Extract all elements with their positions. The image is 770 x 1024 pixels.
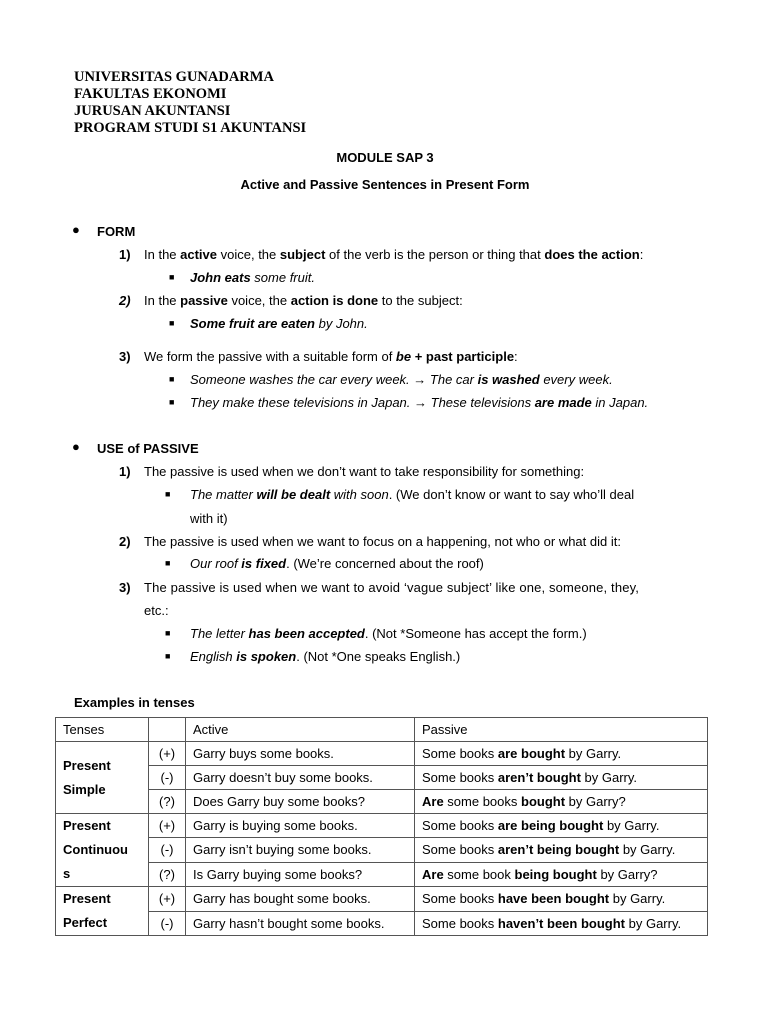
list-number: 1) xyxy=(119,464,131,479)
sign-cell: (+) xyxy=(149,814,186,838)
header-sign xyxy=(149,718,186,742)
square-bullet-icon: ■ xyxy=(165,489,171,499)
square-bullet-icon: ■ xyxy=(169,272,175,282)
sign-cell: (-) xyxy=(149,766,186,790)
use-point-1: The passive is used when we don’t want to take responsibility for something: xyxy=(144,464,585,479)
header-line-program: PROGRAM STUDI S1 AKUNTANSI xyxy=(74,120,307,136)
table-row xyxy=(56,790,708,814)
section-heading-use: USE of PASSIVE xyxy=(97,441,199,456)
use-point-2: The passive is used when we want to focus on a happening, not who or what did it: xyxy=(144,534,621,549)
square-bullet-icon: ■ xyxy=(169,397,175,407)
form-point-1: In the active voice, the subject of the verb is the person or thing that does the action: xyxy=(144,247,644,262)
list-number: 3) xyxy=(119,349,131,364)
table-header-row xyxy=(56,718,708,742)
header-passive: Passive xyxy=(415,718,708,742)
table-row xyxy=(56,742,708,766)
header-line-faculty: FAKULTAS EKONOMI xyxy=(74,86,227,102)
list-number: 1) xyxy=(119,247,131,262)
sign-cell: (-) xyxy=(149,911,186,936)
form-example-1: John eats some fruit. xyxy=(190,270,315,285)
active-cell: Garry hasn’t bought some books. xyxy=(186,911,415,936)
table-row xyxy=(56,766,708,790)
square-bullet-icon: ■ xyxy=(169,374,175,384)
sign-cell: (-) xyxy=(149,838,186,862)
list-number: 2) xyxy=(119,293,131,308)
use-example-1-cont: with it) xyxy=(190,511,228,526)
bullet-dot-icon: ● xyxy=(72,439,80,454)
square-bullet-icon: ■ xyxy=(165,651,171,661)
tense-present-perfect: Present Perfect xyxy=(56,887,149,936)
use-example-1: The matter will be dealt with soon. (We don’t know or want to say who’ll deal xyxy=(190,487,635,502)
passive-cell: Some books have been bought by Garry. xyxy=(415,887,708,912)
form-example-2: Some fruit are eaten by John. xyxy=(190,316,368,331)
list-number: 2) xyxy=(119,534,131,549)
header-line-department: JURUSAN AKUNTANSI xyxy=(74,103,231,119)
page-subtitle: Active and Passive Sentences in Present Form xyxy=(240,177,530,192)
active-cell: Does Garry buy some books? xyxy=(186,790,415,814)
square-bullet-icon: ■ xyxy=(165,558,171,568)
table-row xyxy=(56,838,708,862)
header-active: Active xyxy=(186,718,415,742)
form-point-2: In the passive voice, the action is done to the subject: xyxy=(144,293,463,308)
active-cell: Garry buys some books. xyxy=(186,742,415,766)
passive-cell: Some books haven’t been bought by Garry. xyxy=(415,911,708,936)
passive-cell: Some books aren’t being bought by Garry. xyxy=(415,838,708,862)
header-line-university: UNIVERSITAS GUNADARMA xyxy=(74,69,274,85)
arrow-right-icon: → xyxy=(413,372,427,387)
tense-present-continuous: Present Continuou s xyxy=(56,814,149,887)
sign-cell: (+) xyxy=(149,887,186,912)
table-row xyxy=(56,887,708,912)
square-bullet-icon: ■ xyxy=(165,628,171,638)
passive-cell: Some books are bought by Garry. xyxy=(415,742,708,766)
sign-cell: (+) xyxy=(149,742,186,766)
passive-cell: Are some books bought by Garry? xyxy=(415,790,708,814)
section-heading-form: FORM xyxy=(97,224,136,239)
bullet-dot-icon: ● xyxy=(72,222,80,237)
use-point-3: The passive is used when we want to avoid ‘vague subject’ like one, someone, they, xyxy=(144,580,640,595)
active-cell: Is Garry buying some books? xyxy=(186,862,415,886)
table-row xyxy=(56,862,708,886)
arrow-right-icon: → xyxy=(414,395,428,410)
passive-cell: Some books aren’t bought by Garry. xyxy=(415,766,708,790)
institution-header xyxy=(74,69,306,137)
passive-cell: Some books are being bought by Garry. xyxy=(415,814,708,838)
square-bullet-icon: ■ xyxy=(169,318,175,328)
active-cell: Garry is buying some books. xyxy=(186,814,415,838)
use-example-3b: English is spoken. (Not *One speaks English.) xyxy=(190,649,461,664)
use-example-3a: The letter has been accepted. (Not *Someone has accept the form.) xyxy=(190,626,587,641)
active-cell: Garry has bought some books. xyxy=(186,887,415,912)
list-number: 3) xyxy=(119,580,131,595)
header-tenses: Tenses xyxy=(56,718,149,742)
form-point-3: We form the passive with a suitable form of be + past participle: xyxy=(144,349,518,364)
form-example-3a: Someone washes the car every week. → The car is washed every week. xyxy=(190,372,613,387)
passive-cell: Are some book being bought by Garry? xyxy=(415,862,708,886)
examples-heading: Examples in tenses xyxy=(74,695,195,710)
form-example-3b: They make these televisions in Japan. → These televisions are made in Japan. xyxy=(190,395,649,410)
tenses-table xyxy=(55,717,708,936)
active-cell: Garry isn’t buying some books. xyxy=(186,838,415,862)
module-title: MODULE SAP 3 xyxy=(336,150,434,165)
sign-cell: (?) xyxy=(149,790,186,814)
use-point-3-cont: etc.: xyxy=(144,603,169,618)
sign-cell: (?) xyxy=(149,862,186,886)
table-row xyxy=(56,911,708,936)
tense-present-simple: Present Simple xyxy=(56,742,149,814)
table-row xyxy=(56,814,708,838)
use-example-2: Our roof is fixed. (We’re concerned about the roof) xyxy=(190,556,484,571)
active-cell: Garry doesn’t buy some books. xyxy=(186,766,415,790)
